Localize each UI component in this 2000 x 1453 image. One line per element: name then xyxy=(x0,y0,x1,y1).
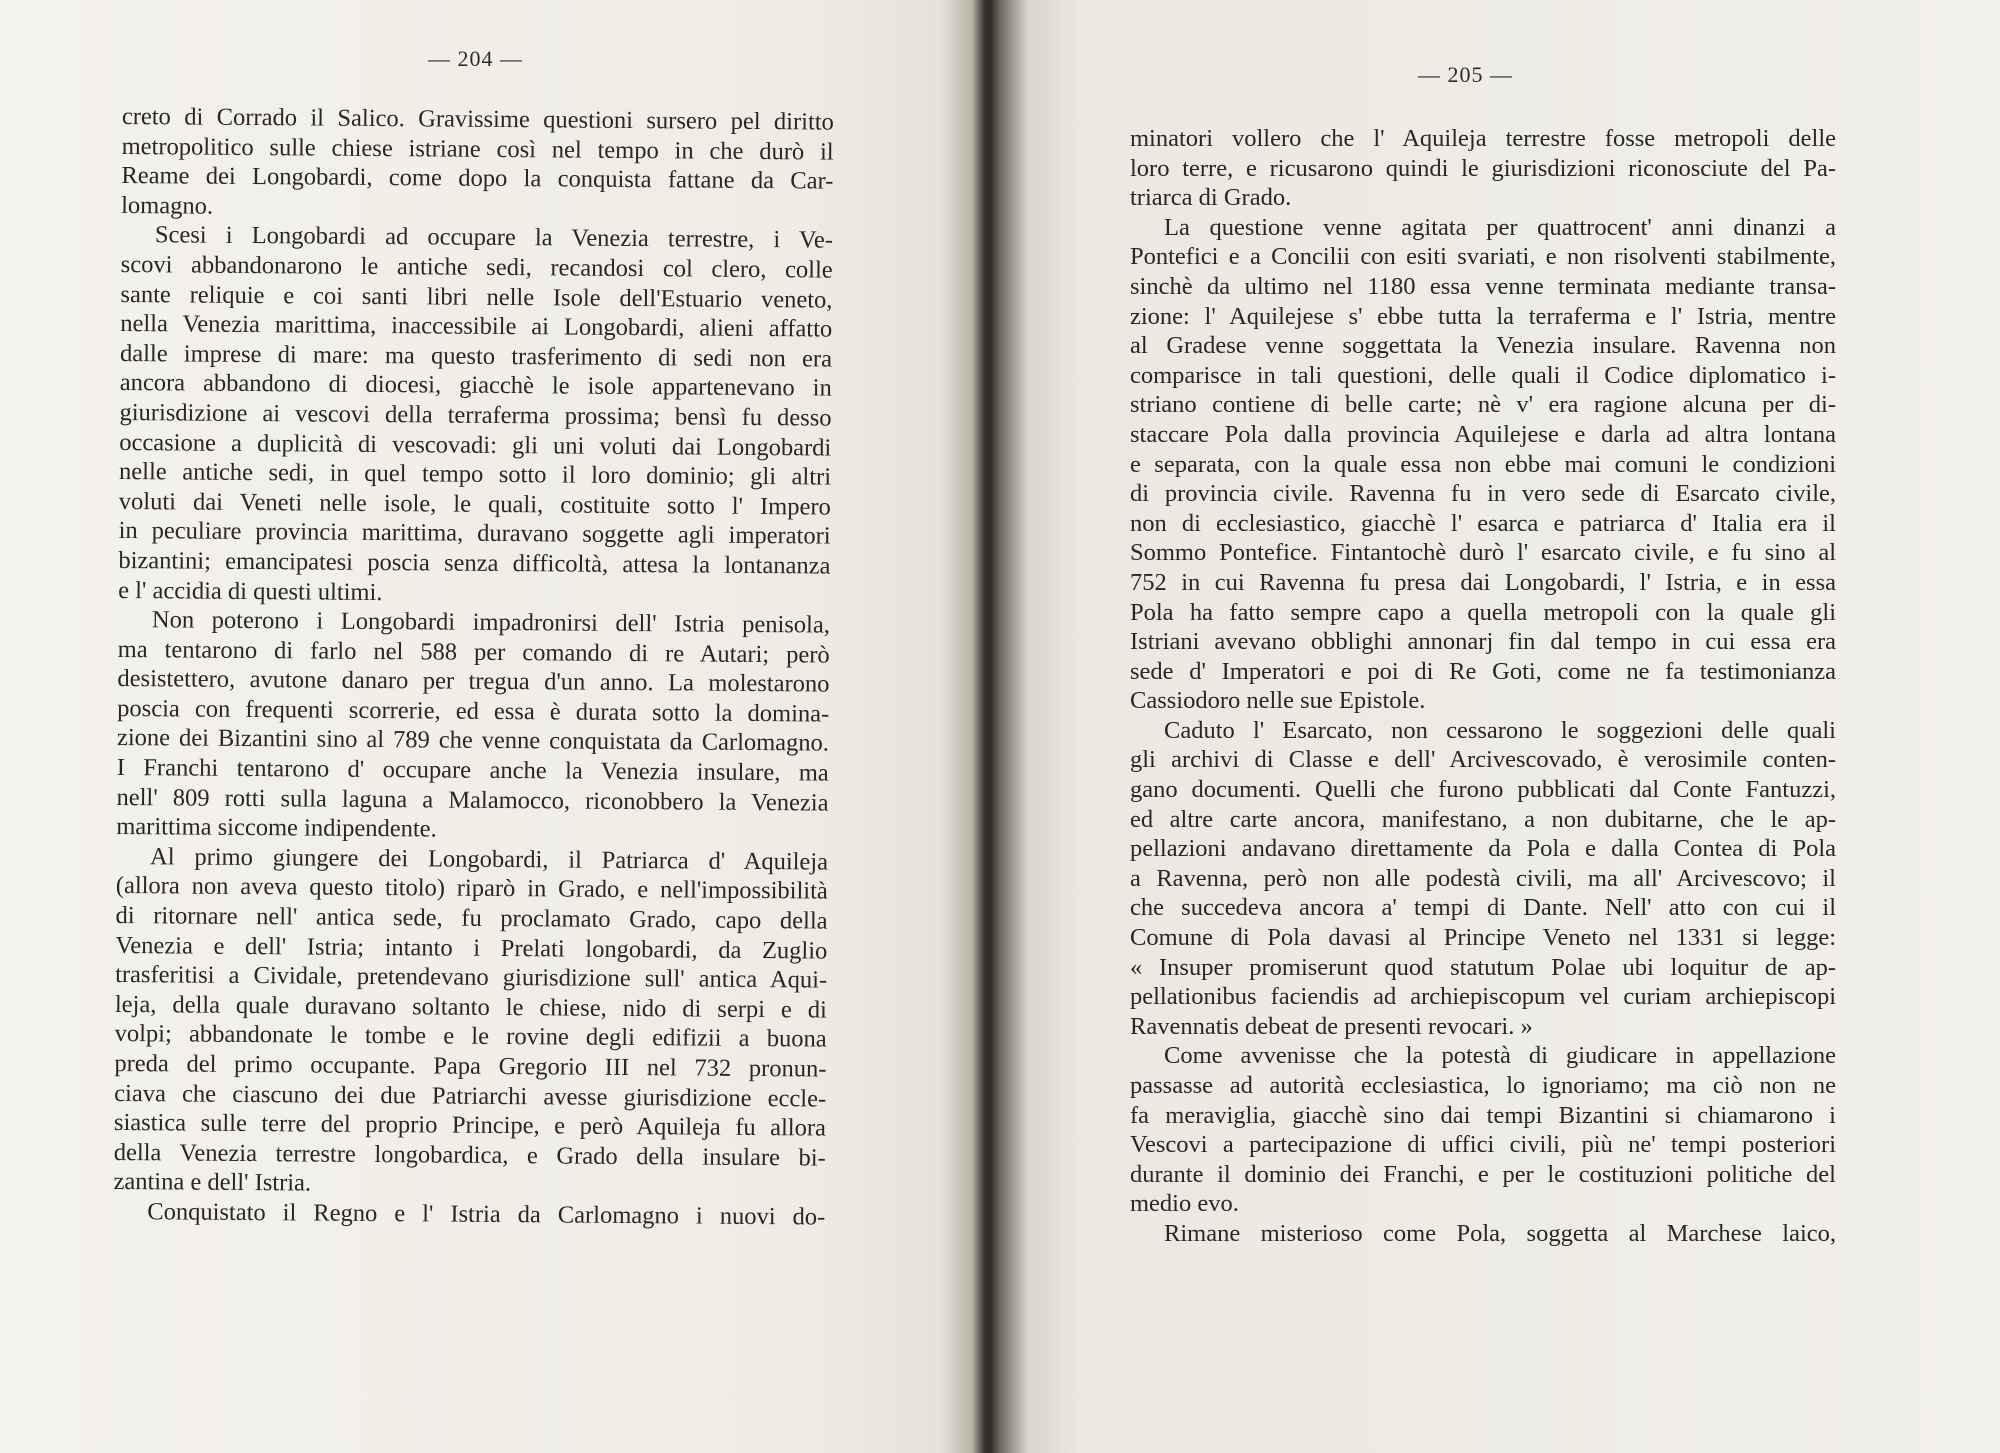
page-number: — 204 — xyxy=(428,46,523,71)
text-line: Vescovi a partecipazione di uffici civili, più ne' tempi posteriori xyxy=(1130,1131,1836,1159)
text-line: di ritornare nell' antica sede, fu proclamato Grado, capo della xyxy=(115,902,828,935)
text-line: zione dei Bizantini sino al 789 che venne conquistata da Carlomagno. xyxy=(116,724,830,758)
text-line: gli archivi di Classe e dell' Arcivescovado, è verosimile conten- xyxy=(1130,746,1836,774)
text-line: ed altre carte ancora, manifestano, a non dubitarne, che le ap- xyxy=(1130,805,1836,833)
text-line: Al primo giungere dei Longobardi, il Patriarca d' Aquileja xyxy=(149,843,829,876)
text-line: sante reliquie e coi santi libri nelle Isole dell'Estuario veneto, xyxy=(120,280,833,314)
text-line: al Gradese venne soggettata la Venezia insulare. Ravenna non xyxy=(1130,332,1836,360)
text-line: bizantini; emancipatesi poscia senza difficoltà, attesa la lontananza xyxy=(118,546,831,580)
text-line: Conquistato il Regno e l' Istria da Carlomagno i nuovi do- xyxy=(147,1198,826,1231)
page-number: — 205 — xyxy=(1418,62,1513,87)
text-line: giurisdizione ai vescovi della terraferma prossima; bensì fu desso xyxy=(119,398,832,432)
text-line: Pontefici e a Concilii con esiti svariati, e non risolventi stabilmente, xyxy=(1130,243,1836,271)
text-line: Ravennatis debeat de presenti revocari. » xyxy=(1130,1012,1533,1040)
text-line: ma tentarono di farlo nel 588 per comando di re Autari; però xyxy=(117,635,830,669)
text-line: della Venezia terrestre longobardica, e Grado della insulare bi- xyxy=(113,1138,826,1172)
text-line: Istriani avevano obblighi annonarj fin dal tempo in cui essa era xyxy=(1130,628,1836,656)
text-line: siastica sulle terre del proprio Principe, e però Aquileja fu allora xyxy=(113,1109,827,1142)
text-line: sede d' Imperatori e poi di Re Goti, come ne fa testimonianza xyxy=(1130,657,1836,685)
text-line: staccare Pola dalla provincia Aquilejese e darla ad altra lontana xyxy=(1130,420,1836,448)
text-line: zantina e dell' Istria. xyxy=(113,1168,312,1197)
text-line: in peculiare provincia marittima, duravano soggette agli imperatori xyxy=(118,517,831,550)
text-line: dalle imprese di mare: ma questo trasferimento di sedi non era xyxy=(119,339,833,373)
text-line: a Ravenna, però non alle podestà civili, ma all' Arcivescovo; il xyxy=(1130,864,1836,892)
text-line: creto di Corrado il Salico. Gravissime questioni sursero pel diritto xyxy=(121,102,834,136)
right-page xyxy=(1000,0,2000,1453)
text-line: medio evo. xyxy=(1130,1190,1239,1218)
text-line: ancora abbandono di diocesi, giacchè le isole appartenevano in xyxy=(119,369,832,402)
text-line: loro terre, e ricusarono quindi le giurisdizioni riconosciute del Pa- xyxy=(1130,154,1836,182)
text-line: Venezia e dell' Istria; intanto i Prelati longobardi, da Zuglio xyxy=(115,931,828,965)
text-line: lomagno. xyxy=(121,191,214,220)
text-line: che succedeva ancora a' tempi di Dante. Nell' atto con cui il xyxy=(1130,894,1836,922)
text-line: trasferitisi a Cividale, pretendevano giurisdizione sull' antica Aqui- xyxy=(115,961,828,994)
text-line: fa meraviglia, giacchè sino dai tempi Bizantini si chiamarono i xyxy=(1130,1101,1836,1129)
text-line: occasione a duplicità di vescovadi: gli uni voluti dai Longobardi xyxy=(119,428,832,462)
text-line: Cassiodoro nelle sue Epistole. xyxy=(1130,687,1426,715)
body-text xyxy=(1130,124,1836,1249)
text-line: I Franchi tentarono d' occupare anche la Venezia insulare, ma xyxy=(116,754,829,787)
text-line: Come avvenisse che la potestà di giudicare in appellazione xyxy=(1164,1042,1836,1070)
text-line: pellationibus faciendis ad archiepiscopum vel curiam archiepiscopi xyxy=(1130,983,1836,1011)
text-line: ciava che ciascuno dei due Patriarchi avesse giurisdizione eccle- xyxy=(114,1079,827,1113)
text-line: zione: l' Aquilejese s' ebbe tutta la terraferma e l' Istria, mentre xyxy=(1130,302,1836,330)
text-line: metropolitico sulle chiese istriane così nel tempo in che durò il xyxy=(121,132,834,166)
text-line: e separata, con la quale essa non ebbe mai comuni le condizioni xyxy=(1130,450,1836,478)
text-line: sinchè da ultimo nel 1180 essa venne terminata mediante transa- xyxy=(1130,272,1836,300)
text-line: nelle antiche sedi, in quel tempo sotto il loro dominio; gli altri xyxy=(118,458,832,491)
text-line: leja, della quale duravano soltanto le chiese, nido di serpi e di xyxy=(114,990,827,1024)
text-line: Caduto l' Esarcato, non cessarono le soggezioni delle quali xyxy=(1164,716,1836,744)
text-line: passasse ad autorità ecclesiastica, lo ignoriamo; ma ciò non ne xyxy=(1130,1072,1836,1099)
text-line: di provincia civile. Ravenna fu in vero sede di Esarcato civile, xyxy=(1130,480,1836,508)
text-line: Pola ha fatto sempre capo a quella metropoli con la quale gli xyxy=(1130,598,1836,626)
text-line: poscia con frequenti scorrerie, ed essa è durata sotto la domina- xyxy=(117,694,830,728)
text-line: minatori vollero che l' Aquileja terrestre fosse metropoli delle xyxy=(1130,125,1836,152)
text-line: striano contiene di belle carte; nè v' era ragione alcuna per di- xyxy=(1130,391,1836,419)
text-line: Rimane misterioso come Pola, soggetta al Marchese laico, xyxy=(1164,1219,1836,1247)
text-line: Sommo Pontefice. Fintantochè durò l' esarcato civile, e fu sino al xyxy=(1130,539,1836,567)
text-line: Scesi i Longobardi ad occupare la Venezia terrestre, i Ve- xyxy=(154,221,834,254)
text-line: Non poterono i Longobardi impadronirsi dell' Istria penisola, xyxy=(151,606,831,639)
text-line: comparisce in tali questioni, delle quali il Codice diplomatico i- xyxy=(1130,361,1836,389)
text-line: triarca di Grado. xyxy=(1130,184,1292,212)
text-line: volpi; abbandonate le tombe e le rovine degli edifizii a buona xyxy=(114,1020,827,1053)
text-line: La questione venne agitata per quattrocent' anni dinanzi a xyxy=(1164,213,1836,241)
text-line: 752 in cui Ravenna fu presa dai Longobardi, l' Istria, e in essa xyxy=(1130,568,1836,596)
text-line: gano documenti. Quelli che furono pubblicati dal Conte Fantuzzi, xyxy=(1130,776,1836,804)
text-line: scovi abbandonarono le antiche sedi, recandosi col clero, colle xyxy=(120,250,833,284)
text-line: Comune di Pola davasi al Principe Veneto nel 1331 si legge: xyxy=(1130,924,1836,952)
text-line: preda del primo occupante. Papa Gregorio III nel 732 pronun- xyxy=(114,1049,827,1083)
text-line: e l' accidia di questi ultimi. xyxy=(118,576,383,606)
body-text xyxy=(113,102,834,1232)
text-line: Reame dei Longobardi, come dopo la conquista fattane da Car- xyxy=(121,162,834,195)
text-line: desistettero, avutone danaro per tregua d'un anno. La molestarono xyxy=(117,665,830,698)
text-line: marittima siccome indipendente. xyxy=(116,813,437,843)
text-line: (allora non aveva questo titolo) riparò in Grado, e nell'impossibilità xyxy=(115,872,828,906)
text-line: non di ecclesiastico, giacchè l' esarca e patriarca d' Italia era il xyxy=(1130,509,1836,537)
text-line: durante il dominio dei Franchi, e per le costituzioni politiche del xyxy=(1130,1160,1836,1188)
text-line: pellazioni andavano direttamente da Pola e dalla Contea di Pola xyxy=(1130,835,1836,863)
text-line: « Insuper promiserunt quod statutum Polae ubi loquitur de ap- xyxy=(1130,953,1836,981)
text-line: voluti dai Veneti nelle isole, le quali, costituite sotto l' Impero xyxy=(118,487,831,521)
text-line: nell' 809 rotti sulla laguna a Malamocco, riconobbero la Venezia xyxy=(116,783,829,817)
text-line: nella Venezia marittima, inaccessibile ai Longobardi, alieni affatto xyxy=(120,310,833,343)
left-page xyxy=(0,0,968,1453)
